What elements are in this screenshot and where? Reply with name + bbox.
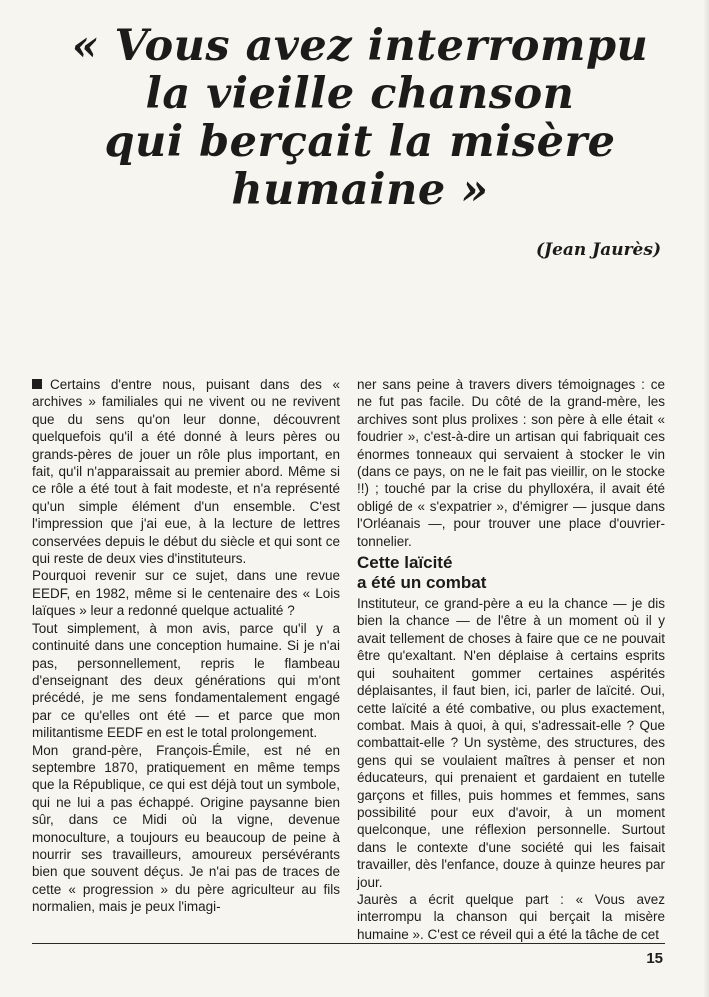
headline-line: « Vous avez interrompu [71, 21, 649, 71]
article-paragraph: Jaurès a écrit quelque part : « Vous avez interrompu la chanson qui berçait la misère humaine ». C'est ce réveil qui a été la tâche de cet [357, 891, 665, 942]
article-paragraph: Mon grand-père, François-Émile, est né en septembre 1870, pratiquement en même temps que la République, ce qui est déjà tout un symbole, qui ne lui a pas échappé. Origine paysanne bien sûr, dans ce Midi où la vigne, devenue monoculture, a toujours eu beaucoup de peine à nourrir ses travailleurs, amoureux persévérants bien que souvent déçus. Je n'ai pas de traces de cette « progression » du père agriculteur au fils normalien, mais je peux l'imagi- [32, 742, 340, 915]
paragraph-text: Certains d'entre nous, puisant dans des « archives » familiales qui ne vivent ou ne revivent que du sens qu'on leur donne, découvrent quelquefois qu'il a été donné à leurs pères ou grands-pères de jouer un rôle plus important, en fait, qu'il n'apparaissait au premier abord. Même si ce rôle a été tout à fait modeste, et n'a représenté qu'un simple élément d'un ensemble. C'est l'impression que j'ai eue, à la lecture de lettres conservées depuis le début du siècle et qui sont ce qui reste de deux vies d'instituteurs. [32, 377, 340, 567]
headline-line: la vieille chanson [145, 69, 575, 119]
headline-line: humaine » [231, 165, 489, 215]
article-paragraph [32, 376, 340, 567]
headline-line: qui berçait la misère [104, 117, 616, 167]
subheading-line: Cette laïcité [357, 553, 453, 573]
article-column-right [357, 376, 665, 943]
page-edge-shadow [703, 0, 709, 997]
article-paragraph: Tout simplement, à mon avis, parce qu'il y a continuité dans une conception humaine. Si je n'ai pas, personnellement, repris le flambeau d'enseignant des deux générations qui m'ont précédé, je me sens fondamentalement engagé par ce qu'elles ont été — et parce que mon militantisme EEDF en est le total prolongement. [32, 620, 340, 741]
article-column-left [32, 376, 340, 916]
page-number: 15 [646, 950, 663, 967]
footer-divider [32, 943, 665, 944]
article-paragraph: ner sans peine à travers divers témoignages : ce ne fut pas facile. Du côté de la grand-mère, les archives sont plus prolixes : son père à elle était « foudrier », c'est-à-dire un artisan qui fabriquait ces énormes tonneaux qui servaient à stocker le vin (dans ce pays, on ne le fait pas vieillir, on le stocke !!) ; touché par la crise du phylloxéra, il avait été obligé de « s'expatrier », d'émigrer — jusque dans l'Orléanais —, pour trouver une place d'ouvrier-tonnelier. [357, 377, 665, 549]
article-paragraph: Pourquoi revenir sur ce sujet, dans une revue EEDF, en 1982, même si le centenaire des « Lois laïques » leur a redonné quelque actualité ? [32, 568, 340, 619]
square-bullet-icon [32, 379, 42, 389]
subheading-line: a été un combat [357, 573, 487, 593]
article-paragraph: Instituteur, ce grand-père a eu la chance — je dis bien la chance — de l'être à un moment où il y avait tellement de choses à faire que ce ne pouvait être qu'exaltant. N'en déplaise à certains esprits qui souhaitent gommer certaines aspérités déplaisantes, il faut bien, ici, parler de laïcité. Oui, cette laïcité a été combative, ou plus exactement, combat. Mais à quoi, à qui, s'adressait-elle ? Que combattait-elle ? Un système, des structures, des gens qui se voulaient maîtres à penser et non éducateurs, qui prenaient et gardaient en tutelle garçons et filles, puis hommes et femmes, sans possibilité pour eux d'avoir, à un moment quelconque, une réflexion personnelle. Surtout dans le contexte d'une société qui les faisait travailler, dès l'enfance, douze à quinze heures par jour. [357, 596, 665, 890]
headline-quote [40, 22, 680, 214]
quote-attribution: (Jean Jaurès) [535, 240, 661, 260]
section-subheading [357, 553, 665, 593]
